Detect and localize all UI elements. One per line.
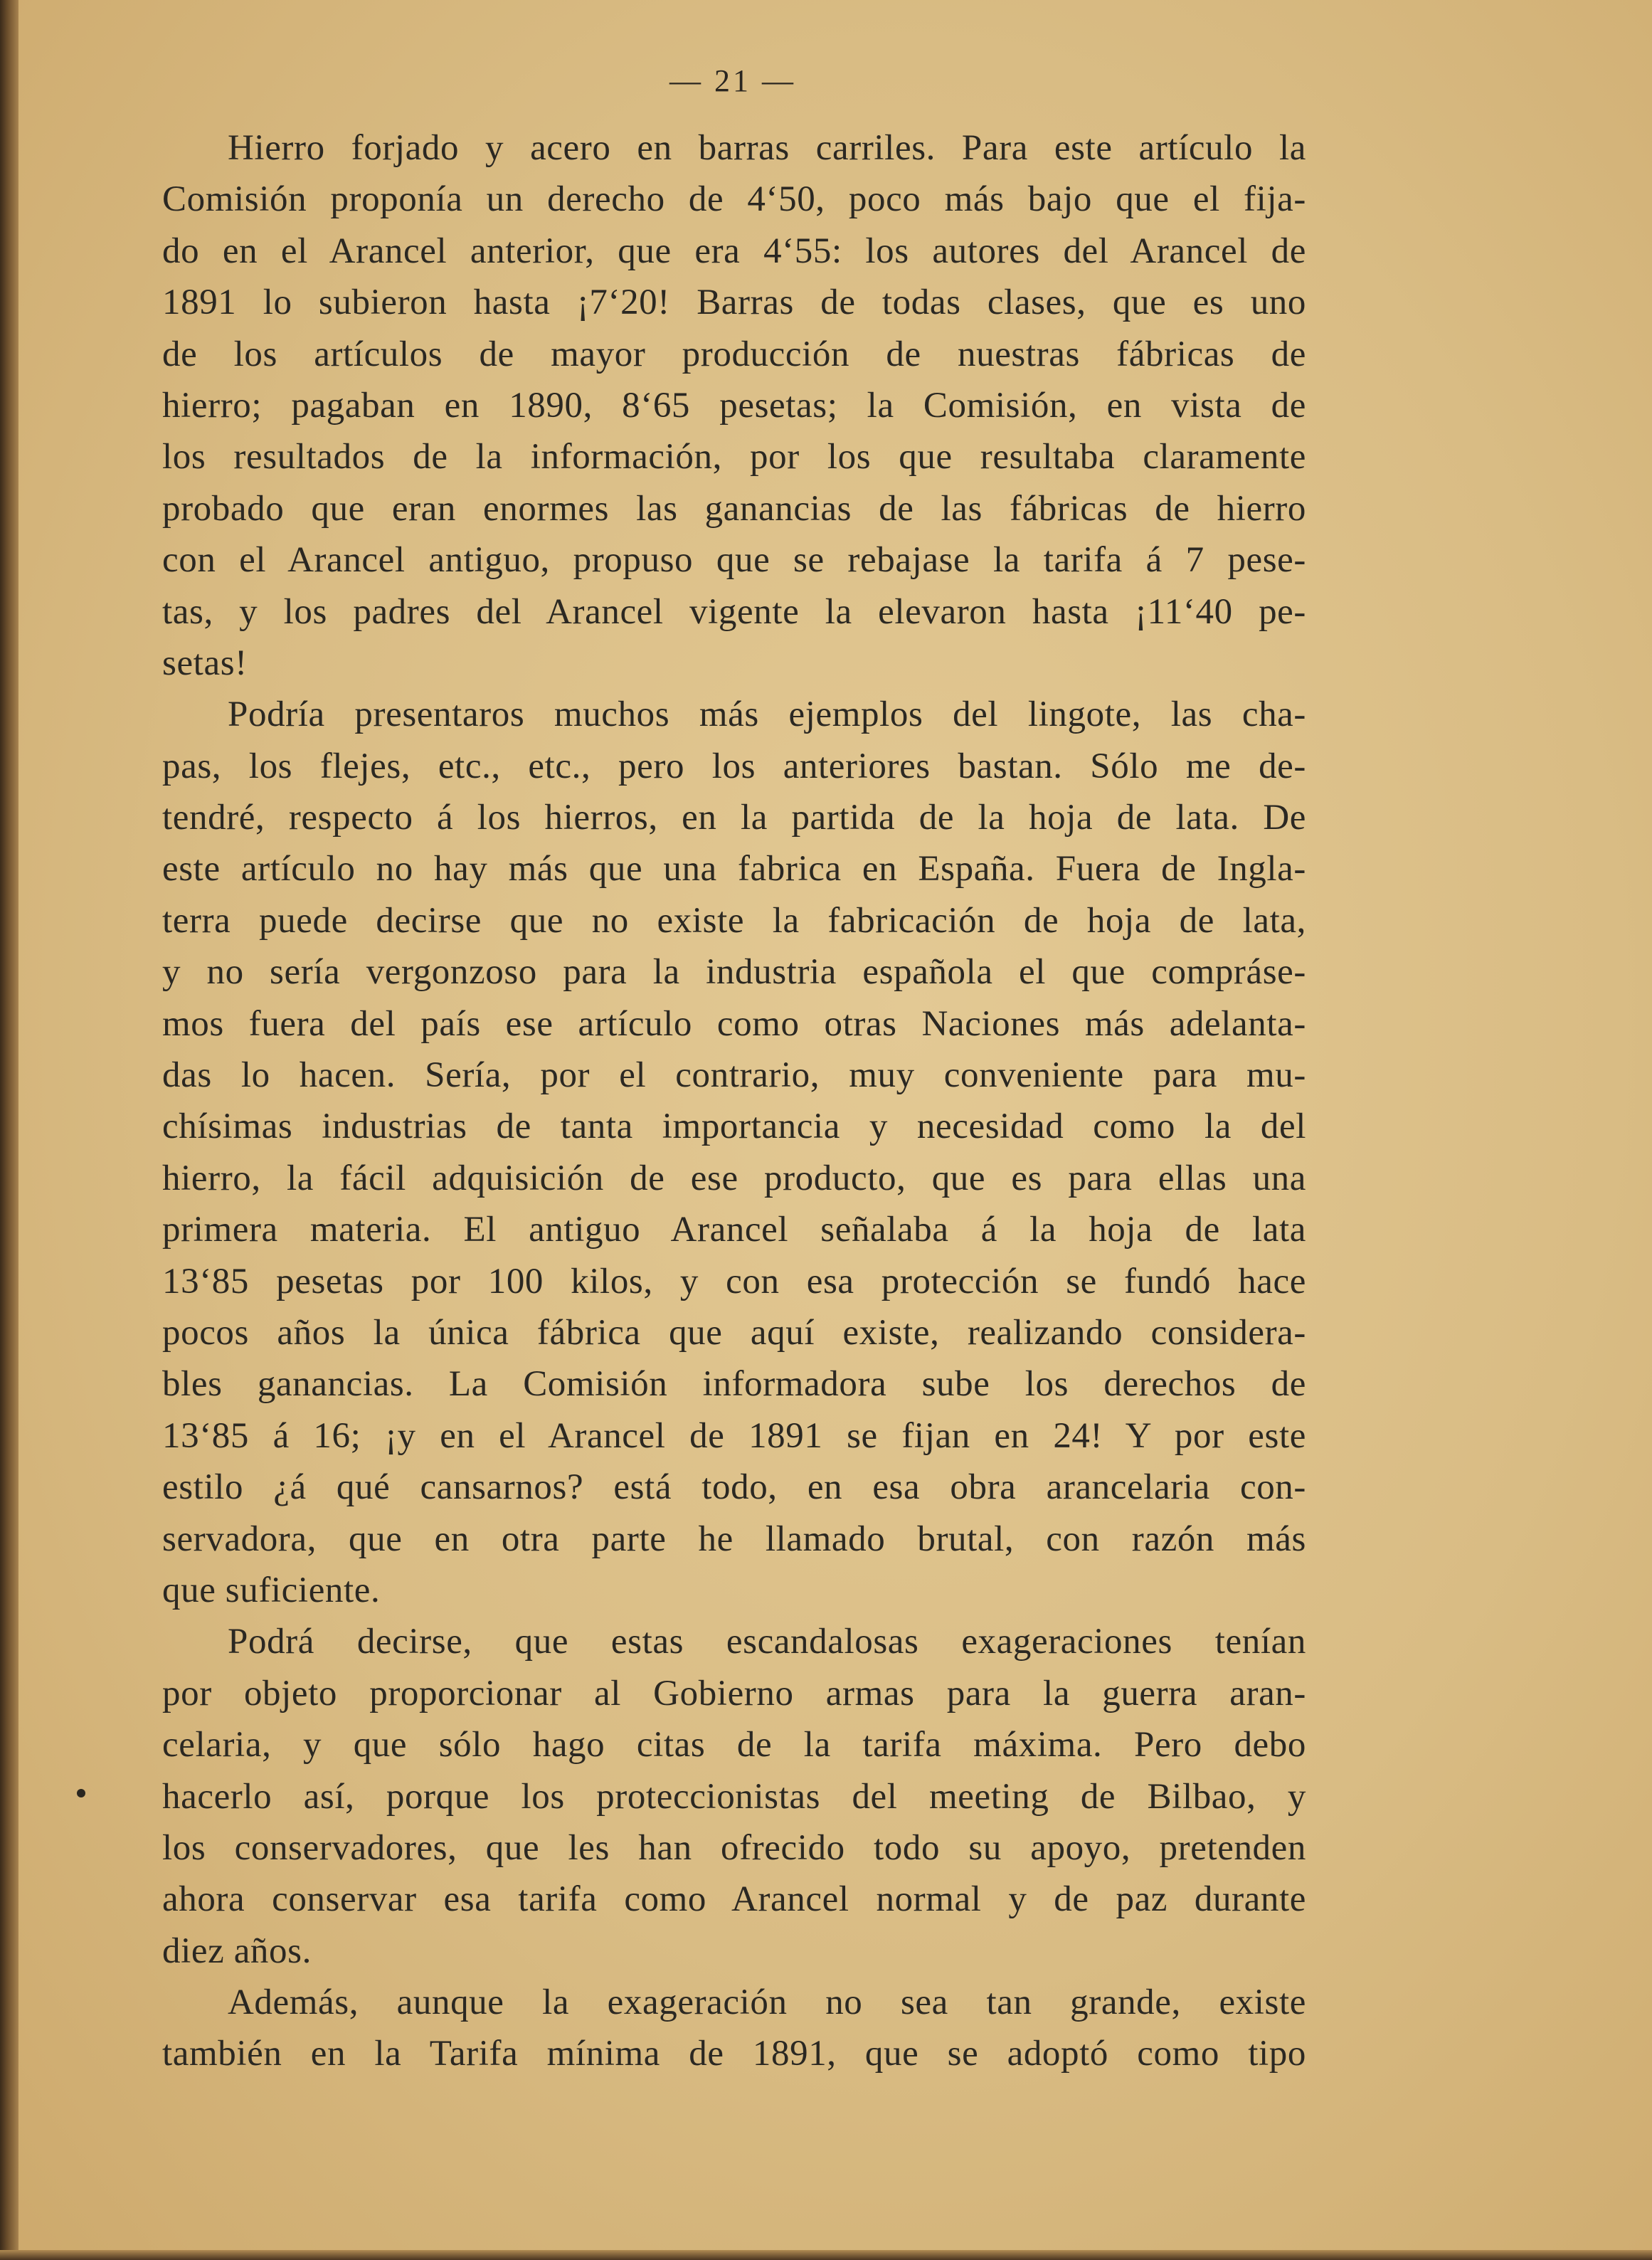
text-line: Podrá decirse, que estas escandalosas exageraciones tenían: [228, 1622, 1306, 1662]
text-line: de los artículos de mayor producción de nuestras fábricas de: [162, 334, 1306, 374]
text-line: Comisión proponía un derecho de 4‘50, poco más bajo que el fija-: [162, 179, 1306, 220]
body-text: [162, 122, 1306, 2080]
text-line: das lo hacen. Sería, por el contrario, muy conveniente para mu-: [162, 1055, 1306, 1096]
text-line: hierro; pagaban en 1890, 8‘65 pesetas; la Comisión, en vista de: [162, 385, 1306, 426]
paragraph-2: [162, 689, 1306, 1616]
text-line: hierro, la fácil adquisición de ese producto, que es para ellas una: [162, 1158, 1306, 1198]
text-line: primera materia. El antiguo Arancel señalaba á la hoja de lata: [162, 1210, 1306, 1250]
paragraph-1: [162, 122, 1306, 689]
text-line: celaria, y que sólo hago citas de la tarifa máxima. Pero debo: [162, 1725, 1306, 1765]
bottom-edge: [0, 2250, 1652, 2260]
text-line: 1891 lo subieron hasta ¡7‘20! Barras de todas clases, que es uno: [162, 282, 1306, 323]
text-line: mos fuera del país ese artículo como otras Naciones más adelanta-: [162, 1003, 1306, 1044]
text-line: do en el Arancel anterior, que era 4‘55: los autores del Arancel de: [162, 231, 1306, 271]
text-line: Además, aunque la exageración no sea tan grande, existe: [228, 1982, 1306, 2023]
paragraph-4: [162, 1977, 1306, 2080]
text-line: probado que eran enormes las ganancias de las fábricas de hierro: [162, 488, 1306, 529]
text-line: setas!: [162, 643, 248, 683]
text-line: diez años.: [162, 1931, 312, 1971]
text-line: bles ganancias. La Comisión informadora sube los derechos de: [162, 1364, 1306, 1405]
text-line: con el Arancel antiguo, propuso que se rebajase la tarifa á 7 pese-: [162, 540, 1306, 581]
text-line: que suficiente.: [162, 1570, 381, 1610]
text-line: tendré, respecto á los hierros, en la partida de la hoja de lata. De: [162, 798, 1306, 838]
text-line: chísimas industrias de tanta importancia y necesidad como la del: [162, 1107, 1306, 1147]
text-line: hacerlo así, porque los proteccionistas del meeting de Bilbao, y: [162, 1776, 1306, 1817]
text-line: los resultados de la información, por los que resultaba claramente: [162, 437, 1306, 477]
text-line: tas, y los padres del Arancel vigente la elevaron hasta ¡11‘40 pe-: [162, 591, 1306, 632]
ink-dot-mark: [77, 1789, 85, 1797]
paragraph-3: [162, 1616, 1306, 1977]
text-line: por objeto proporcionar al Gobierno armas para la guerra aran-: [162, 1673, 1306, 1714]
text-line: pas, los flejes, etc., etc., pero los anteriores bastan. Sólo me de-: [162, 746, 1306, 786]
text-line: y no sería vergonzoso para la industria española el que compráse-: [162, 952, 1306, 993]
text-line: Hierro forjado y acero en barras carriles. Para este artículo la: [228, 128, 1306, 168]
text-line: pocos años la única fábrica que aquí existe, realizando considera-: [162, 1312, 1306, 1353]
binding-edge: [0, 0, 18, 2260]
text-line: terra puede decirse que no existe la fabricación de hoja de lata,: [162, 900, 1306, 941]
text-line: estilo ¿á qué cansarnos? está todo, en esa obra arancelaria con-: [162, 1467, 1306, 1508]
text-line: este artículo no hay más que una fabrica en España. Fuera de Inglа-: [162, 849, 1306, 889]
text-line: 13‘85 pesetas por 100 kilos, y con esa protección se fundó hace: [162, 1261, 1306, 1301]
text-line: ahora conservar esa tarifa como Arancel normal y de paz durante: [162, 1879, 1306, 1920]
text-line: también en la Tarifa mínima de 1891, que se adoptó como tipo: [162, 2034, 1306, 2074]
text-line: servadora, que en otra parte he llamado brutal, con razón más: [162, 1519, 1306, 1559]
page-number: — 21 —: [669, 63, 796, 98]
text-line: Podría presentaros muchos más ejemplos del lingote, las cha-: [228, 695, 1306, 735]
text-line: 13‘85 á 16; ¡y en el Arancel de 1891 se fijan en 24! Y por este: [162, 1415, 1306, 1456]
text-line: los conservadores, que les han ofrecido todo su apoyo, pretenden: [162, 1827, 1306, 1868]
